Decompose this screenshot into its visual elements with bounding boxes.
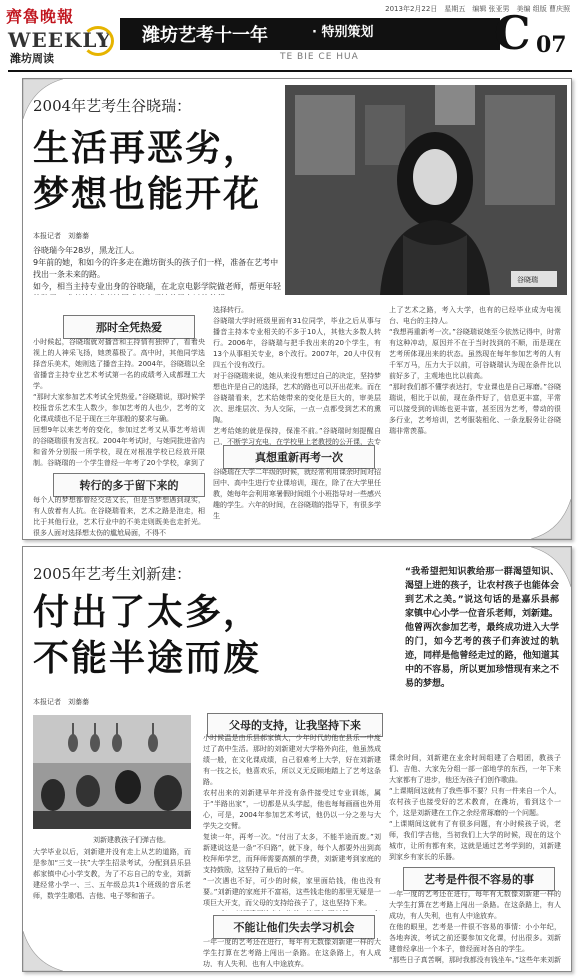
story1-photo bbox=[285, 85, 567, 295]
story1-column-1: 小时候起，谷晓瑞就对播音和主持情有独钟了，看着央视上的人神采飞扬，她羡慕极了。高中时，其他同学选择音乐美术，她则选了播音主持。2004年，谷晓瑞以全省播音主持专业艺术考试第一名的成绩考入成都理工大学。 “那时大家参加艺术考试全凭热爱。”谷晓瑞说，那时候学校报音乐艺术生人数少，参加艺考的人也少，艺考的文化课成绩也不足于现在三年那般的要求与确。 回想9年以来艺考的变化，参加过艺考又从事艺考培训的谷晓瑞很有发言权。2004年考试时，与她同批进省内和省外分别报一所学校，现在对根准学校已经放开限制。谷晓瑞的一个学生曾经一年考了20个学校，拿到了 bbox=[33, 338, 205, 467]
weekly-ring-icon bbox=[82, 26, 114, 56]
story2-column-left: 大学毕业以后，刘新建并没有走上从艺的道路，而是参加“三支一扶”大学生招录考试，分配到县乐县郝家镇中心小学支教，为了不忘自己的专业，刘新建经常小学一、三、五年级总共1个班级的音乐老师，数学生歌唱、吉他、电子琴和笛子。 bbox=[33, 848, 191, 900]
story2-headline-line2: 不能半途而废 bbox=[33, 638, 262, 679]
story1-photo-caption: 谷晓瑞 bbox=[517, 276, 538, 284]
story1-subhead-2: 转行的多于留下来的 bbox=[53, 473, 205, 497]
section-title: 潍坊艺考十一年 bbox=[142, 25, 268, 46]
story2-pull-quote: “我希望把知识教给那一群渴望知识、渴望上进的孩子，让农村孩子也能体会到艺术之美。”说这句话的是嘉乐县郝家镇中心小学一位音乐老师，刘新建。 他曾两次参加艺考，最终成功进入大学的门，如今艺考的孩子们奔波过的轨迹，同样是他曾经走过的路，他知道其中的不容易，所以更加珍惜现有来之不易的梦想。 bbox=[405, 567, 559, 689]
story2-photo bbox=[33, 715, 191, 829]
weekly-subtitle: 潍坊周读 bbox=[10, 52, 54, 65]
page-curl-icon bbox=[531, 499, 571, 539]
story2-column-mid: 小时候温是由乐县郝家镇人，少年时代的他在县乐一中度过了高中生活。那时的刘新建对大学格外向往，他虽然成绩一般，在文化课成绩，自己很难考上大学，好在刘新建有一技之长，他喜欢乐，所以义无反顾地踏上了艺考这条路。 农村出来的刘新建早年并没有条件接受过专业训练，属于“半路出家”，一切都是从头学起，他也每每画画也外用心，可是，2004年参加艺术考试，他仍以一分之差与大学失之交臂。 复读一年，再考一次。“付出了太多，不能半途而废。”刘新建说这是一条“不归路”，就下身，每个人都要外出到高校拜师学艺，而拜师需要高额的学费，刘新建考到家庭的支持鼓励，这坚持了最后的一年。 “一次遇也不好，可少的时候，家里面给钱，他也没有要。”刘新建的家庭并不富裕，这些钱走他的那里无疑是一项巨大开支，而父母的支持给孩子了，这也坚持下来。 bbox=[203, 734, 381, 907]
story1-kicker: 2004年艺考生谷晓瑞： bbox=[33, 97, 192, 115]
story1-headline-line2: 梦想也能开花 bbox=[33, 174, 262, 215]
story2-photo-caption: 刘新建教孩子们弹吉他。 bbox=[93, 836, 170, 844]
story2-byline: 本报记者 刘蓁蓁 bbox=[33, 698, 89, 706]
section-tag: · 特别策划 bbox=[312, 25, 374, 40]
newspaper-logo: 齊魯晚報 bbox=[6, 7, 75, 26]
story1-lead: 谷晓瑞今年28岁，黑龙江人。 9年前的她，和如今的许多走在潍坊街头的孩子们一样，准备在艺考中找出一条未来的路。 如今，相当主持专业出身的谷晓瑞，在北京电影学院做老师，帮更年轻 bbox=[33, 246, 281, 291]
issue-meta: 2013年2月22日 星期五 编辑 张亚男 美编 组版 曹庆照 bbox=[385, 5, 570, 13]
story-panel-2 bbox=[22, 546, 572, 972]
story2-headline-line1: 付出了太多， bbox=[33, 592, 262, 633]
story2-kicker: 2005年艺考生刘新建： bbox=[33, 565, 192, 583]
page-number: 07 bbox=[536, 32, 567, 58]
page-section-letter: C bbox=[494, 6, 531, 60]
story2-column-right: 课余时间，刘新建在业余时间组建了合唱团，教孩子们、吉他、大家先分组一部一部地学的东西，一年下来大家都有了进步，他还为孩子们创作歌曲。 “上课期间这就有了我些事不要？只有一件来自一个人，农村孩子也接受好的艺术教育，在潍坊，看到这个一个，这是刘新建在工作之余经常琢磨的一个问题。 “上课期间这就有了有很多问题，有小时候孩子说，老师，我们学吉他，当初我们上大学的时候，现在的这个城市，让所有都有来，这就是通过艺考学到的，刘新建到家乡有家长的乐器。 bbox=[389, 754, 561, 861]
masthead-divider bbox=[8, 70, 572, 72]
page-curl-icon bbox=[531, 547, 571, 587]
story-panel-1 bbox=[22, 78, 572, 540]
masthead bbox=[0, 0, 580, 78]
story2-subhead-2: 艺考是件很不容易的事 bbox=[403, 867, 555, 891]
story1-column-3: 上了艺术之路，考入大学，也有的已经毕业成为电视台、电台的主持人。 “我想再重新考一次。”谷晓瑞说她至今依然记得中，时常有这种冲动，原因并不在于当时找到的不顺，而是现在艺考所体现出来的状态。虽然现在每年参加艺考的人有千军万马，压力大于以前，可谷晓瑞认为现在条件比以前好多了，主观地也比以前高。 “那时我们都不懂学表达打，专业课也是自己琢磨。”谷晓瑞说，相比于以前，现在条件好了，信息更丰富，平常可以接受到的训练也更丰富，甚至因为艺考，带动的很多行业，艺考培训，艺考服装租化、一条龙服务让谷晓瑞非常羡慕。 bbox=[389, 306, 561, 435]
story1-subhead-3: 真想重新再考一次 bbox=[223, 445, 375, 469]
story1-column-1b: 每个人的梦想都曾经交迭又长，但是当梦想遇到现实，有人放着有人抗。在谷晓瑞看来，艺术之路是泡走，相比于其他行业，艺术行业中的不美走则既美也走折光。很多人面对选择想太伤的尴尬局面，不得不 bbox=[33, 496, 205, 537]
story2-subhead-1: 父母的支持，让我坚持下来 bbox=[207, 713, 383, 737]
page-curl-icon bbox=[23, 79, 63, 119]
classroom-guitar-image bbox=[33, 715, 191, 829]
section-pinyin: TE BIE CE HUA bbox=[280, 52, 359, 62]
story1-byline: 本报记者 刘蓁蓁 bbox=[33, 232, 89, 240]
story1-column-2b: 谷晓瑞在大学二年级的时候，就经常利用课余时间对招回中、高中生进行专业课培训，现在，除了在大学里任教，她每年会利用寒暑假时间组个小班指导对一些感兴趣的学生。六年的时间，在谷晓瑞的指导下，有很多学生 bbox=[213, 468, 381, 520]
story2-column-mid2: 一年一度的艺考还在进行，每年有无数像刘新建一样的大学生打算在艺考路上闯出一条路。在这条路上，有人成功，有人失利，也有人中途放弃。 bbox=[203, 938, 381, 967]
weekly-logo: WEEKLY bbox=[8, 28, 112, 52]
story1-subhead-1: 那时全凭热爱 bbox=[63, 315, 195, 339]
story2-subhead-3: 不能让他们失去学习机会 bbox=[213, 915, 375, 939]
story2-column-right2: 一年一度的艺考还在进行，每年有无数像刘新建一样的大学生打算在艺考路上闯出一条路。在这条路上，有人成功，有人失利，也有人中途放弃。 在他的眼里，艺考是一件很不容易的事情：小小年纪，各地奔波，考试之前还要参加文化课，付出很多。刘新建曾经拿出一个本子，曾经面对各自的学生。 “那些日子真苦啊，那时我都没有钱坐车。”这些年来刘新 bbox=[389, 890, 561, 964]
story1-headline-line1: 生活再恶劣， bbox=[33, 128, 262, 169]
story1-column-2: 选择转行。 谷晓瑞大学时班级里面有31位同学，毕业之后从事与播音主持本专业相关的不多于10人，其他大多数人转行。2006年，谷晓瑞与把手我出来的20个学生，有13个从事相关专业，8个改行。2007年，20人中仅有四五个没有改行。 对于谷晓瑞来说，她从来没有想过自己的决定，坚持梦想也许是自己的选择，艺术的路也可以开出花来。而在谷晓瑞看来，艺术给她带来的变化是巨大的，审美层次、思维层次、为人交际，一点一点都受到艺术的熏陶。 艺考给她的就是保持，保准不前。”谷晓瑞时刻提醒自己，不断学习充电，在学校里上老教授的公开课，去专 bbox=[213, 306, 381, 445]
page-curl-icon bbox=[23, 931, 63, 971]
portrait-image bbox=[285, 85, 567, 295]
